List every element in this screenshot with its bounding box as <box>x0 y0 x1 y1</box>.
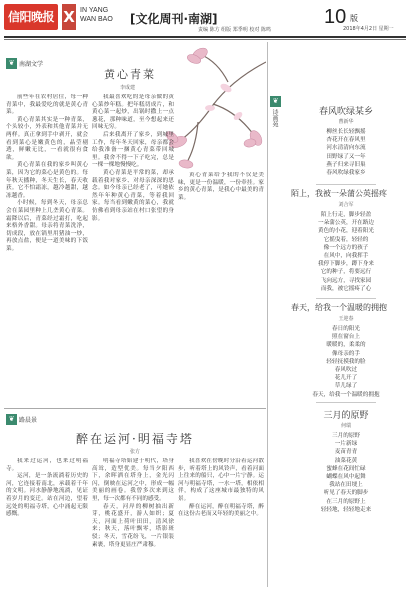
logo-english-line-2: WAN BAO <box>80 16 113 23</box>
poem-line: 麦苗青青 <box>334 449 358 456</box>
poem-author: 刘合军 <box>338 202 354 208</box>
poem-body <box>286 432 406 514</box>
poem-separator <box>316 298 376 299</box>
section-tag-icon: ❦ <box>6 58 17 69</box>
section-title: [文化周刊·南湖] <box>130 12 218 26</box>
masthead <box>0 0 410 38</box>
poem-separator <box>316 402 376 403</box>
poem-line: 轻轻地，轻轻地走来 <box>320 506 372 513</box>
story1-paragraph: 黄心青菜其实是一种青菜，个头较小，外表和其他青菜并无两样。真正拿到手中剥开，就会看到菜心是嫩黄色的，晶莹剔透，鲜嫩无比，一看就很有食欲。 <box>6 116 88 161</box>
story1-paragraph: 前些年在农村居住，每一种青菜中，我最爱吃的就是黄心青菜。 <box>6 94 88 116</box>
story2-paragraph: 我喜欢在傍晚时分沿着运河散步，听着塔上的风铃声，看着河面上往来的船只，心中一片宁静。运河与明福寺塔，一水一塔，相依相伴，构成了这座城市最独特的风景。 <box>178 458 264 502</box>
poem-line: 春风吹绿我家乡 <box>326 170 366 177</box>
poem-line: 它的种子，将要远行 <box>320 269 372 276</box>
poem-title: 三月的原野 <box>323 411 369 421</box>
logo-english-line-1: IN YANG <box>80 7 109 14</box>
poem-title: 春风吹绿某乡 <box>318 107 373 117</box>
poem-line: 蜜蜂在花间忙碌 <box>326 465 366 472</box>
story2-column-2 <box>92 458 174 588</box>
story1-column-1 <box>6 94 88 402</box>
poem-line: 它摇曳着，轻轻的 <box>323 236 369 243</box>
poem-line: 春风吹过 <box>334 367 358 374</box>
story2-paragraph: 明福寺塔始建于明代，塔身高耸，造型优美。每当夕阳西下，余晖洒在塔身上，金光闪闪，倒映在运河之中，形成一幅美丽的画卷。我曾多次来到这里，每一次都有不同的感受。 <box>92 458 174 502</box>
poem-line: 一朵蒲公英，开在路边 <box>318 220 374 227</box>
story1-paragraph: 黄心青菜是平常的菜，却承载着我对家乡、对母亲深深的思念。如今母亲已经老了，可她依然年年种黄心青菜，等着我回家。每当看到嫩黄的菜心，我就仿佛看到母亲站在村口张望的身影。 <box>92 169 174 222</box>
poem-line: 一片新绿 <box>334 441 358 448</box>
poem-title: 春天，给我一个温暖的拥抱 <box>291 303 387 312</box>
poem-line: 杏花开在春风里 <box>326 137 366 144</box>
poem-line: 像一个远方的孩子 <box>323 244 369 251</box>
poem-author: 王迎春 <box>338 316 354 322</box>
story1-column-2 <box>92 94 174 402</box>
poem-line: 蝴蝶在风中起舞 <box>326 474 366 481</box>
poem-separator <box>316 184 376 185</box>
poem-line: 草儿绿了 <box>334 383 358 390</box>
story1-headline: 黄心青菜 <box>104 68 156 81</box>
section-divider <box>4 408 266 409</box>
masthead-rule <box>4 36 406 38</box>
story2-column-3 <box>178 458 264 588</box>
poem-body <box>286 325 406 399</box>
poem-title: 陌上，我被一朵蒲公英摇疼 <box>291 189 387 198</box>
poem-line: 飞向远方，寻找家园 <box>320 277 372 284</box>
poetry-tag <box>270 96 282 136</box>
story1-paragraph: 小时候，每到冬天，母亲总会在菜园里种上几垄黄心青菜。霜降以后，青菜经过霜打，吃起来格外香甜。母亲将青菜洗净，切成段，放在锅里用猪油一炒，再放点盐，便是一道美味的下饭菜。 <box>6 200 88 252</box>
column-divider <box>267 42 268 587</box>
section-tag-icon: ❦ <box>6 414 17 425</box>
poem-body <box>286 128 406 177</box>
poem-line: 听见了春天的脚步 <box>323 490 369 497</box>
story1-paragraph: 黄心青菜在我的家乡叫黄心菜，因为它的菜心是黄色的。每年秋天播种，冬天生长，春天收获。它不怕霜冻，越冷越甜，越冻越香。 <box>6 162 88 199</box>
page-suffix: 版 <box>350 14 358 23</box>
logo-x-mark: X <box>62 4 76 30</box>
logo-english <box>80 6 113 24</box>
poem-line: 我站在田埂上 <box>329 482 363 489</box>
story2-section-tag: ❦ 路晨景 <box>6 414 37 425</box>
story1-section-tag: ❦ 南湖文学 <box>6 58 43 69</box>
poem-author: 何瑞 <box>340 423 351 429</box>
story2-headline: 醉在运河·明福寺塔 <box>76 432 194 446</box>
story2-column-1 <box>6 458 88 588</box>
story1-paragraph: 我最喜欢吃的是母亲做的黄心菜炒年糕。把年糕切成片，和黄心菜一起炒，出锅时撒上一点葱花，那种味道，至今想起来还回味无穷。 <box>92 94 174 131</box>
poem-line: 田野绿了又一年 <box>326 153 366 160</box>
poem-line: 春日的阳光 <box>332 326 360 332</box>
poem-line: 柳丝长长轻飘摇 <box>326 129 366 135</box>
issue-date: 2018年4月2日 星期一 <box>343 26 394 32</box>
story2-paragraph: 我来过运河，也来过明福寺。 <box>6 458 88 472</box>
story2-author: 张方 <box>130 449 141 455</box>
poem-line: 花儿开了 <box>334 375 358 382</box>
poem-line: 暖暖的，柔柔的 <box>326 342 366 349</box>
poem-line: 油菜花黄 <box>334 457 358 464</box>
story2-paragraph: 运河，是一条流淌着历史的河，它连接着南北，承载着千年的文明。河水静静地流淌，见证着岁月的变迁。站在河边，望着远处的明福寺塔，心中涌起无限感慨。 <box>6 473 88 518</box>
story2-paragraph: 春天，河岸的柳树抽出新芽，桃花盛开，游人如织；夏天，河面上荷叶田田，清风徐来；秋天，落叶飘零，塔影斑驳；冬天，雪花纷飞，一片银装素裹，塔身更显庄严肃穆。 <box>92 503 174 548</box>
poem-line: 轻轻抚摸我的脸 <box>326 358 366 365</box>
poem-line: 燕子归来寻旧巢 <box>326 161 366 168</box>
poem-line: 黄色的小花，迎着阳光 <box>318 228 374 235</box>
poem-line: 三月的原野 <box>332 433 360 439</box>
poem-line: 河水清清向东流 <box>326 145 366 152</box>
poem-author: 曹新华 <box>338 119 354 125</box>
story1-author: 李成建 <box>120 85 136 91</box>
masthead-rule-thin <box>4 39 406 40</box>
poem-line: 像母亲的手 <box>332 350 360 357</box>
poem-line: 我停下脚步，蹲下身来 <box>318 261 374 268</box>
editors-line: 责编 陈方 组版 郑季明 校对 陈鸣 <box>198 27 271 33</box>
poem-line: 在风中，向我挥手 <box>323 253 369 260</box>
poem-line: 陌上行走，脚步轻盈 <box>320 212 372 218</box>
newspaper-logo: 信阳晚报 <box>4 4 58 30</box>
story1-paragraph: 后来我离开了家乡，到城里工作，每年冬天回家，母亲都会给我准备一捆黄心青菜带回城里。我舍不得一下子吃完，总是一棵一棵地慢慢吃。 <box>92 131 174 169</box>
poem-line: 春天，给我一个温暖的拥抱 <box>312 391 380 398</box>
story1-column-3 <box>178 172 264 402</box>
poem-line: 而我，被它摇疼了心 <box>320 285 372 292</box>
poem-line: 在三月的原野上 <box>326 498 366 505</box>
poem-line: 照在窗台上 <box>332 334 360 341</box>
poem-body <box>286 211 406 293</box>
poetry-tag-label: 诗画苑 <box>271 109 278 127</box>
page-number: 10 <box>324 6 347 28</box>
story1-paragraph: 黄心青菜给予我的不仅是美味，更是一份温暖，一份牵挂。家乡的黄心青菜，是我心中最美的青菜。 <box>178 172 264 201</box>
story2-paragraph: 醉在运河，醉在明福寺塔，醉在这份古老而又年轻的美丽之中。 <box>178 503 264 518</box>
poetry-tag-icon: ❦ <box>270 96 281 107</box>
